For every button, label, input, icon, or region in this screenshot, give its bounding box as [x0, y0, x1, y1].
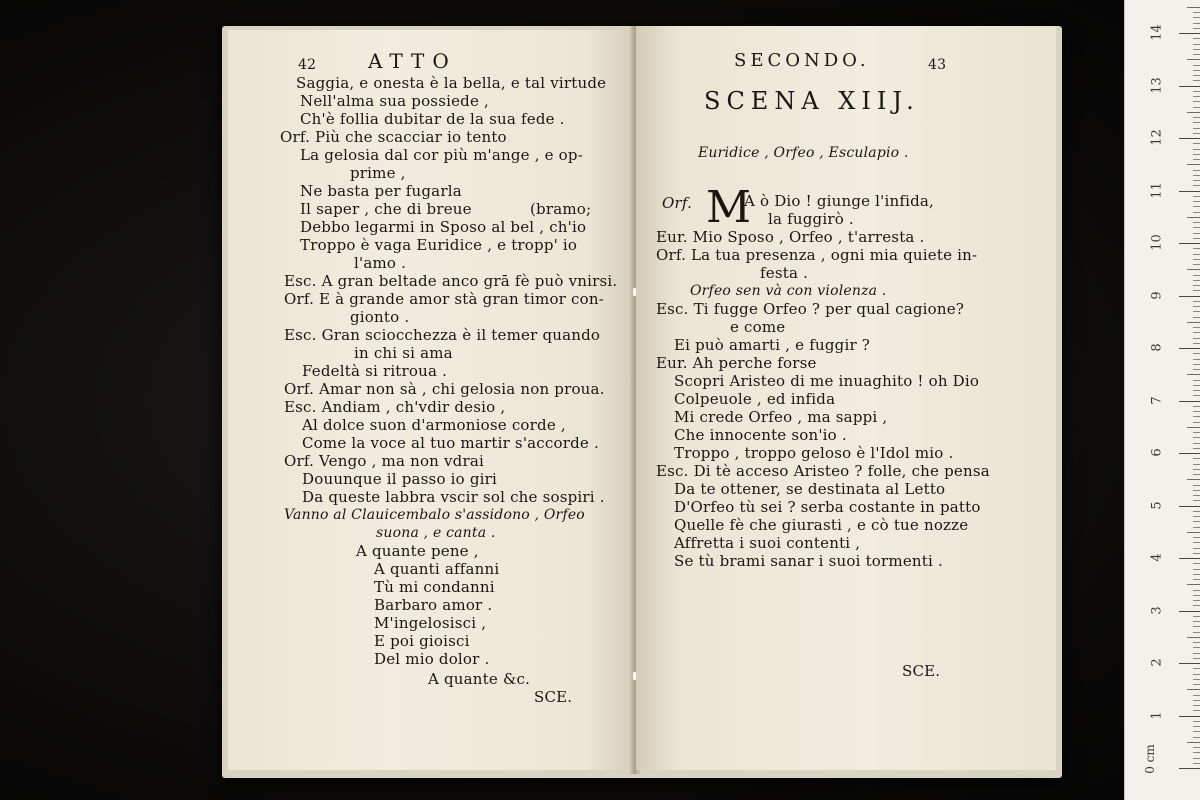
ruler-tick [1193, 143, 1200, 144]
text-line: Quelle fè che giurasti , e cò tue nozze [674, 516, 969, 534]
ruler-tick [1193, 747, 1200, 748]
ruler-tick [1193, 658, 1200, 659]
ruler-tick [1193, 338, 1200, 339]
ruler-number: 3 [1149, 605, 1165, 615]
ruler-tick [1193, 28, 1200, 29]
ruler-tick [1193, 390, 1200, 391]
text-line: Debbo legarmi in Sposo al bel , ch'io [300, 218, 587, 236]
text-line: Saggia, e onesta è la bella, e tal virtude [296, 74, 607, 92]
ruler-tick [1193, 180, 1200, 181]
ruler-tick [1193, 44, 1200, 45]
ruler-tick [1193, 65, 1200, 66]
speaker-label: Orf. [662, 194, 693, 212]
ruler-tick [1179, 138, 1200, 139]
text-line: Orf. E à grande amor stà gran timor con- [284, 290, 604, 308]
ruler-tick [1193, 684, 1200, 685]
ruler-tick [1193, 101, 1200, 102]
ruler-tick [1179, 558, 1200, 559]
ruler-tick [1193, 275, 1200, 276]
ruler-number: 13 [1149, 76, 1165, 94]
ruler-tick [1193, 317, 1200, 318]
ruler-tick [1193, 49, 1200, 50]
text-line: Colpeuole , ed infida [674, 390, 836, 408]
text-line: Al dolce suon d'armoniose corde , [302, 416, 566, 434]
ruler-tick [1193, 395, 1200, 396]
text-line: Se tù brami sanar i suoi tormenti . [674, 552, 943, 570]
ruler-tick [1193, 542, 1200, 543]
ruler-tick [1193, 595, 1200, 596]
ruler-tick [1179, 296, 1200, 297]
ruler-number: 2 [1149, 658, 1165, 667]
ruler-tick [1179, 716, 1200, 717]
ruler-tick [1193, 653, 1200, 654]
text-line: la fuggirò . [768, 210, 854, 228]
text-line: D'Orfeo tù sei ? serba costante in patto [674, 498, 981, 516]
ruler-tick [1193, 490, 1200, 491]
ruler-tick [1193, 605, 1200, 606]
ruler-tick [1193, 170, 1200, 171]
verse-line: Barbaro amor . [374, 596, 493, 614]
ruler-tick [1193, 196, 1200, 197]
ruler-tick [1179, 611, 1200, 612]
ruler-tick [1193, 469, 1200, 470]
verse-line: A quanti affanni [374, 560, 500, 578]
ruler-tick [1193, 70, 1200, 71]
text-line: Esc. Di tè acceso Aristeo ? folle, che pensa [656, 462, 990, 480]
ruler-tick [1193, 710, 1200, 711]
ruler-number: 5 [1149, 500, 1165, 510]
text-line: Il saper , che di breue [300, 200, 472, 218]
ruler-tick [1193, 380, 1200, 381]
catchword: SCE. [902, 662, 941, 680]
ruler-tick [1193, 548, 1200, 549]
stage-direction: Orfeo sen và con violenza . [690, 283, 887, 299]
ruler-tick [1193, 327, 1200, 328]
ruler-tick [1193, 159, 1200, 160]
ruler-tick [1179, 243, 1200, 244]
ruler-tick [1193, 385, 1200, 386]
verse-line: Tù mi condanni [374, 578, 495, 596]
ruler-tick [1187, 532, 1200, 533]
text-line: Affretta i suoi contenti , [674, 534, 861, 552]
ruler-tick [1193, 332, 1200, 333]
ruler-tick [1193, 464, 1200, 465]
ruler-tick [1179, 401, 1200, 402]
drop-cap: M [706, 182, 752, 233]
text-line: Ch'è follia dubitar de la sua fede . [300, 110, 565, 128]
ruler-tick [1193, 212, 1200, 213]
text-line: Ne basta per fugarla [300, 182, 462, 200]
ruler-tick [1193, 416, 1200, 417]
ruler-tick [1193, 301, 1200, 302]
ruler-number: 10 [1149, 234, 1165, 251]
text-line: Da te ottener, se destinata al Letto [674, 480, 946, 498]
ruler-tick [1193, 448, 1200, 449]
text-line: prime , [350, 164, 406, 182]
ruler-tick [1193, 306, 1200, 307]
text-line: festa . [760, 264, 809, 282]
ruler-number: 7 [1149, 395, 1165, 405]
text-line: Ei può amarti , e fuggir ? [674, 336, 871, 354]
text-line: La gelosia dal cor più m'ange , e op- [300, 146, 583, 164]
ruler-tick [1187, 59, 1200, 60]
verse-line: A quante &c. [428, 670, 531, 688]
ruler-tick [1193, 222, 1200, 223]
ruler-unit-label: 0 cm [1142, 744, 1157, 774]
ruler-tick [1193, 668, 1200, 669]
ruler-tick [1193, 154, 1200, 155]
ruler-tick [1193, 75, 1200, 76]
text-line: Eur. Ah perche forse [656, 354, 817, 372]
ruler-tick [1179, 663, 1200, 664]
verse-line: M'ingelosisci , [374, 614, 487, 632]
ruler-tick [1187, 217, 1200, 218]
ruler-tick [1193, 248, 1200, 249]
ruler-tick [1193, 590, 1200, 591]
ruler-tick [1193, 128, 1200, 129]
verse-line: Del mio dolor . [374, 650, 490, 668]
ruler-tick [1187, 584, 1200, 585]
text-line: Esc. Andiam , ch'vdir desio , [284, 398, 506, 416]
ruler-tick [1193, 700, 1200, 701]
ruler-tick [1193, 38, 1200, 39]
ruler-tick [1193, 752, 1200, 753]
ruler-tick [1193, 758, 1200, 759]
ruler-tick [1179, 348, 1200, 349]
text-line: Eur. Mio Sposo , Orfeo , t'arresta . [656, 228, 925, 246]
ruler-tick [1187, 7, 1200, 8]
ruler-tick [1193, 474, 1200, 475]
ruler-tick [1193, 411, 1200, 412]
ruler-tick [1193, 206, 1200, 207]
ruler-tick [1187, 374, 1200, 375]
character-list: Euridice , Orfeo , Esculapio . [698, 145, 909, 161]
ruler-tick [1193, 574, 1200, 575]
measuring-ruler [1124, 0, 1200, 800]
text-line: in chi si ama [354, 344, 453, 362]
ruler-tick [1193, 721, 1200, 722]
text-line: Mi crede Orfeo , ma sappi , [674, 408, 888, 426]
ruler-tick [1179, 86, 1200, 87]
ruler-tick [1187, 164, 1200, 165]
ruler-tick [1193, 149, 1200, 150]
ruler-number: 9 [1149, 290, 1165, 300]
text-line: Orf. La tua presenza , ogni mia quiete in- [656, 246, 978, 264]
ruler-tick [1193, 521, 1200, 522]
text-line: Orf. Più che scacciar io tento [280, 128, 507, 146]
left-page [228, 30, 633, 770]
ruler-tick [1193, 621, 1200, 622]
right-page [636, 26, 1056, 770]
ruler-tick [1193, 527, 1200, 528]
ruler-tick [1193, 91, 1200, 92]
ruler-number: 11 [1149, 181, 1165, 199]
ruler-tick [1193, 731, 1200, 732]
ruler-tick [1193, 80, 1200, 81]
text-line: Da queste labbra vscir sol che sospiri . [302, 488, 605, 506]
ruler-tick [1193, 516, 1200, 517]
ruler-tick [1187, 269, 1200, 270]
ruler-tick [1193, 553, 1200, 554]
text-line: Orf. Vengo , ma non vdrai [284, 452, 484, 470]
ruler-tick [1193, 537, 1200, 538]
ruler-tick [1193, 443, 1200, 444]
ruler-tick [1193, 422, 1200, 423]
ruler-tick [1193, 17, 1200, 18]
ruler-tick [1193, 359, 1200, 360]
ruler-tick [1193, 647, 1200, 648]
verse-line: E poi gioisci [374, 632, 470, 650]
text-line: e come [730, 318, 786, 336]
ruler-tick [1193, 185, 1200, 186]
ruler-number: 6 [1149, 448, 1165, 457]
text-line: Che innocente son'io . [674, 426, 847, 444]
ruler-tick [1193, 626, 1200, 627]
ruler-tick [1193, 54, 1200, 55]
ruler-tick [1193, 175, 1200, 176]
text-line: Nell'alma sua possiede , [300, 92, 489, 110]
ruler-tick [1193, 679, 1200, 680]
text-line: Esc. A gran beltade anco grā fè può vnirsi. [284, 272, 618, 290]
text-line: Troppo , troppo geloso è l'Idol mio . [674, 444, 954, 462]
ruler-tick [1179, 191, 1200, 192]
ruler-number: 12 [1149, 129, 1165, 146]
ruler-tick [1193, 254, 1200, 255]
ruler-tick [1193, 238, 1200, 239]
ruler-tick [1193, 726, 1200, 727]
text-line: Douunque il passo io giri [302, 470, 498, 488]
ruler-tick [1193, 23, 1200, 24]
ruler-tick [1193, 579, 1200, 580]
ruler-tick [1179, 33, 1200, 34]
left-page-number: 42 [298, 57, 317, 73]
ruler-tick [1187, 689, 1200, 690]
ruler-tick [1179, 506, 1200, 507]
ruler-tick [1187, 742, 1200, 743]
ruler-tick [1193, 616, 1200, 617]
ruler-tick [1193, 569, 1200, 570]
ruler-tick [1193, 737, 1200, 738]
ruler-tick [1193, 674, 1200, 675]
text-line: Troppo è vaga Euridice , e tropp' io [300, 236, 578, 254]
ruler-tick [1193, 285, 1200, 286]
right-page-number: 43 [928, 57, 947, 73]
ruler-tick [1193, 364, 1200, 365]
ruler-tick [1193, 117, 1200, 118]
ruler-number: 14 [1149, 24, 1165, 41]
ruler-tick [1193, 432, 1200, 433]
ruler-tick [1193, 705, 1200, 706]
ruler-tick [1193, 695, 1200, 696]
ruler-tick [1193, 12, 1200, 13]
ruler-tick [1193, 763, 1200, 764]
ruler-number: 4 [1149, 553, 1165, 562]
right-running-head: SECONDO. [734, 50, 870, 71]
ruler-tick [1193, 485, 1200, 486]
ruler-tick [1193, 311, 1200, 312]
ruler-tick [1193, 500, 1200, 501]
ruler-tick [1193, 264, 1200, 265]
catchword: SCE. [534, 688, 573, 706]
verse-line: A quante pene , [356, 542, 479, 560]
ruler-tick [1193, 632, 1200, 633]
ruler-tick [1187, 479, 1200, 480]
ruler-tick [1193, 259, 1200, 260]
ruler-tick [1193, 495, 1200, 496]
text-line: Esc. Gran sciocchezza è il temer quando [284, 326, 601, 344]
text-line: Scopri Aristeo di me inuaghito ! oh Dio [674, 372, 980, 390]
text-line: l'amo . [354, 254, 407, 272]
ruler-tick [1193, 233, 1200, 234]
ruler-tick [1179, 453, 1200, 454]
ruler-tick [1193, 133, 1200, 134]
ruler-tick [1193, 107, 1200, 108]
ruler-tick [1187, 322, 1200, 323]
ruler-number: 1 [1149, 710, 1165, 720]
ruler-tick [1193, 353, 1200, 354]
ruler-tick [1193, 406, 1200, 407]
ruler-tick [1193, 600, 1200, 601]
ruler-tick [1179, 768, 1200, 769]
text-line: Come la voce al tuo martir s'accorde . [302, 434, 599, 452]
text-line: A ò Dio ! giunge l'infida, [744, 192, 935, 210]
ruler-tick [1187, 427, 1200, 428]
ruler-tick [1193, 96, 1200, 97]
ruler-tick [1193, 458, 1200, 459]
scene-title: SCENA XIIJ. [704, 87, 920, 115]
text-line: (bramo; [530, 200, 592, 218]
ruler-tick [1193, 343, 1200, 344]
ruler-tick [1193, 290, 1200, 291]
stage-direction: Vanno al Clauicembalo s'assidono , Orfeo [284, 507, 585, 523]
text-line: Fedeltà si ritroua . [302, 362, 448, 380]
ruler-tick [1187, 637, 1200, 638]
ruler-tick [1193, 563, 1200, 564]
text-line: Orf. Amar non sà , chi gelosia non proua. [284, 380, 605, 398]
text-line: gionto . [350, 308, 410, 326]
ruler-tick [1193, 201, 1200, 202]
stage-direction: suona , e canta . [376, 525, 496, 541]
ruler-tick [1193, 642, 1200, 643]
left-running-head: ATTO [368, 49, 457, 73]
ruler-number: 8 [1149, 343, 1165, 352]
ruler-tick [1193, 437, 1200, 438]
ruler-tick [1193, 280, 1200, 281]
ruler-tick [1193, 369, 1200, 370]
ruler-tick [1193, 511, 1200, 512]
ruler-tick [1187, 112, 1200, 113]
text-line: Esc. Ti fugge Orfeo ? per qual cagione? [656, 300, 965, 318]
ruler-tick [1193, 122, 1200, 123]
ruler-tick [1193, 227, 1200, 228]
